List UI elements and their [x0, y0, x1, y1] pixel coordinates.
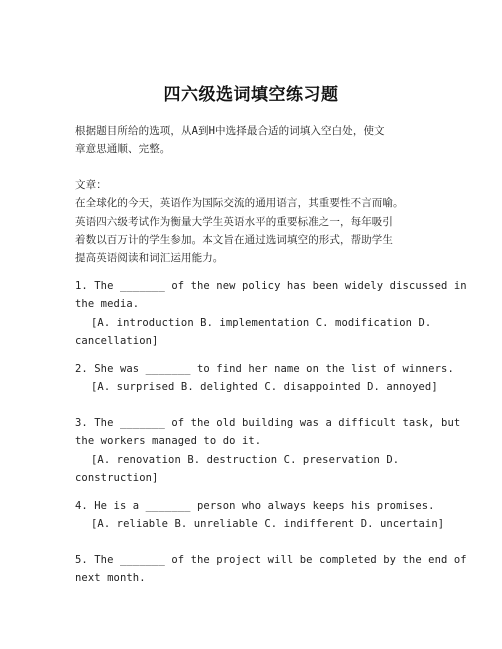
question-5 [75, 551, 467, 588]
question-options: construction] [75, 471, 159, 484]
article-line: 英语四六级考试作为衡量大学生英语水平的重要标准之一，每年吸引 [75, 215, 393, 228]
question-line: 2. She was _______ to find her name on the list of winners. [75, 363, 454, 375]
question-line: 3. The _______ of the old building was a difficult task, but [75, 417, 461, 429]
question-1 [75, 277, 467, 350]
question-options: [A. surprised B. delighted C. disappointed D. annoyed] [91, 381, 438, 394]
instructions [75, 122, 435, 159]
article [75, 176, 435, 267]
instructions-line: 根据题目所给的选项，从A到H中选择最合适的词填入空白处，使文 [75, 125, 385, 137]
question-line: 4. He is a _______ person who always keeps his promises. [75, 500, 435, 512]
instructions-line: 章意思通顺、完整。 [75, 143, 171, 156]
question-options: cancellation] [75, 334, 159, 347]
question-line: 1. The _______ of the new policy has been widely discussed in [75, 280, 467, 292]
page-title: 四六级选词填空练习题 [163, 85, 339, 105]
article-line: 着数以百万计的学生参加。本文旨在通过选词填空的形式，帮助学生 [75, 233, 393, 246]
question-line: 5. The _______ of the project will be completed by the end of [75, 554, 467, 566]
question-line: the workers managed to do it. [75, 435, 262, 448]
question-line: next month. [75, 572, 146, 585]
question-2 [75, 360, 454, 397]
article-line: 提高英语阅读和词汇运用能力。 [75, 252, 224, 265]
question-4 [75, 497, 445, 534]
question-3 [75, 414, 461, 487]
question-options: [A. introduction B. implementation C. modification D. [91, 316, 432, 329]
question-line: the media. [75, 298, 140, 311]
article-label: 文章： [75, 179, 107, 191]
article-line: 在全球化的今天，英语作为国际交流的通用语言，其重要性不言而喻。 [75, 197, 404, 210]
question-options: [A. reliable B. unreliable C. indifferent D. uncertain] [91, 518, 445, 531]
question-options: [A. renovation B. destruction C. preservation D. [91, 453, 400, 466]
